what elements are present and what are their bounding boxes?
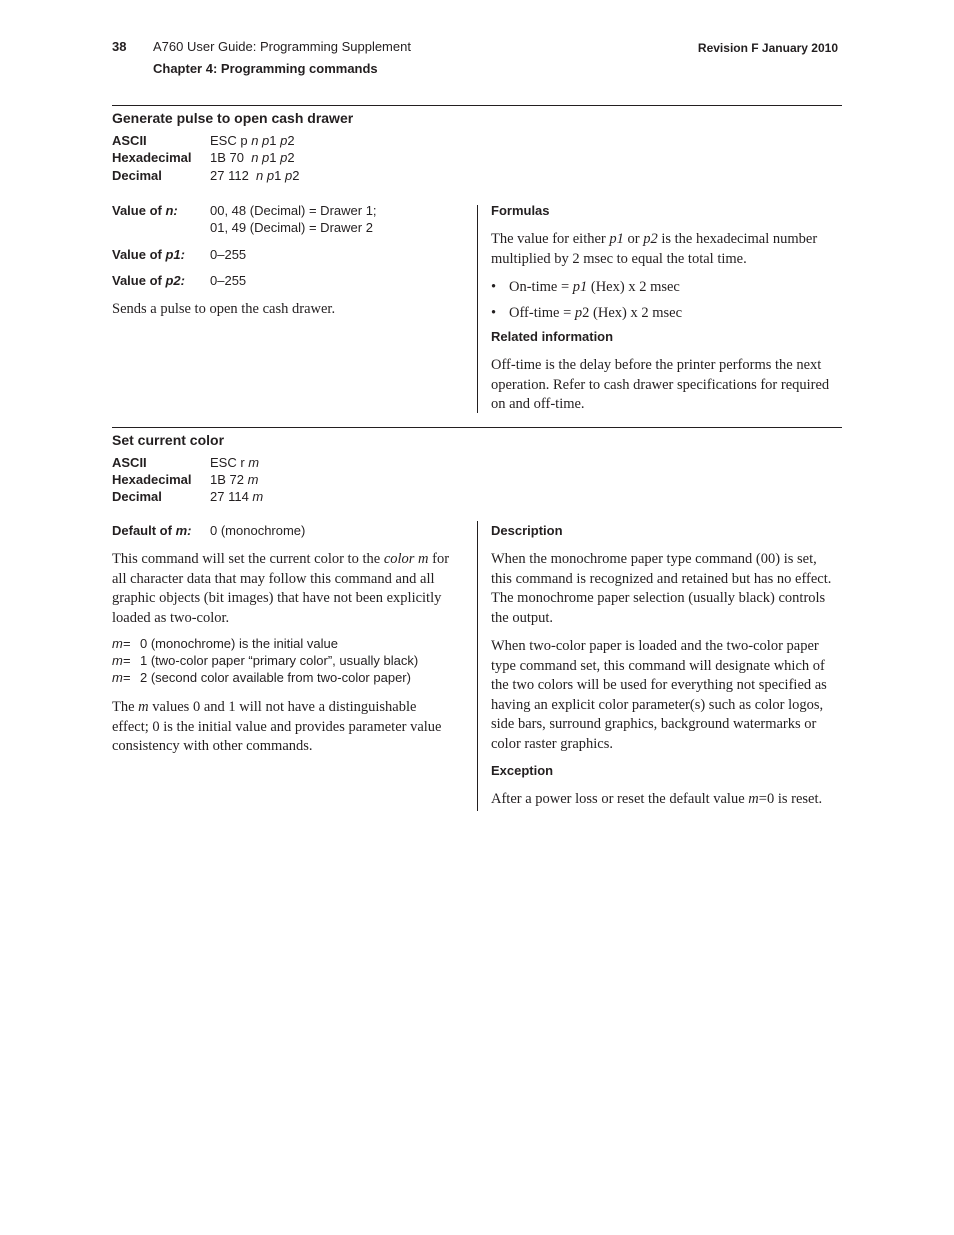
section-title-cash-drawer: Generate pulse to open cash drawer	[112, 110, 354, 126]
code-label: Decimal	[112, 489, 162, 504]
code-label: Hexadecimal	[112, 472, 192, 487]
description-heading: Description	[491, 523, 563, 538]
bullet-off-time: • Off-time = p2 (Hex) x 2 msec	[491, 305, 683, 321]
default-label: Default of m:	[112, 523, 192, 538]
code-value: 1B 70 n p1 p2	[210, 150, 295, 165]
column-divider	[477, 521, 478, 811]
command-summary: Sends a pulse to open the cash drawer.	[112, 301, 336, 317]
code-value: ESC r m	[210, 455, 260, 470]
param-value: 0–255	[210, 247, 247, 262]
code-value: 27 112 n p1 p2	[210, 168, 300, 183]
page-number: 38	[112, 39, 127, 54]
code-label: ASCII	[112, 455, 147, 470]
code-value: 27 114 m	[210, 489, 264, 504]
section-divider	[112, 427, 842, 428]
param-value: 0–255	[210, 273, 247, 288]
section-divider	[112, 105, 842, 106]
code-value: ESC p n p1 p2	[210, 133, 295, 148]
description-paragraph-2: When two-color paper is loaded and the two-color paper type command set, this command will designate which of the two colors will be used for everything not specified as having an explicit color parameter(s) such as color logos, side bars, surround graphics, background watermarks or color raster graphics.	[491, 638, 827, 752]
code-value: 1B 72 m	[210, 472, 259, 487]
code-label: ASCII	[112, 133, 147, 148]
set-color-intro: This command will set the current color to the color m for all character data that may follow this command and all graphic objects (bit images) that have not been explicitly loaded as two-color.	[112, 551, 450, 626]
param-value: 00, 48 (Decimal) = Drawer 1;	[210, 203, 377, 218]
related-info-heading: Related information	[491, 329, 614, 344]
column-divider	[477, 205, 478, 413]
exception-text: After a power loss or reset the default value m=0 is reset.	[491, 791, 823, 807]
formulas-text: The value for either p1 or p2 is the hexadecimal number multiplied by 2 msec to equal the total time.	[491, 231, 818, 267]
chapter-title: Chapter 4: Programming commands	[153, 61, 378, 76]
bullet-on-time: • On-time = p1 (Hex) x 2 msec	[491, 279, 680, 295]
param-value: 01, 49 (Decimal) = Drawer 2	[210, 220, 373, 235]
m-values-note: The m values 0 and 1 will not have a distinguishable effect; 0 is the initial value and provides parameter value consistency with other commands.	[112, 699, 442, 755]
exception-heading: Exception	[491, 763, 554, 778]
code-label: Decimal	[112, 168, 162, 183]
param-label: Value of p1:	[112, 247, 185, 262]
revision-label: Revision F January 2010	[697, 41, 838, 55]
param-label: Value of p2:	[112, 273, 185, 288]
default-value: 0 (monochrome)	[210, 523, 306, 538]
related-info-text: Off-time is the delay before the printer performs the next operation. Refer to cash drawer specifications for required on and off-time.	[491, 357, 830, 413]
formulas-heading: Formulas	[491, 203, 550, 218]
description-paragraph-1: When the monochrome paper type command (00) is set, this command is recognized and retained but has no effect. The monochrome paper selection (usually black) controls the output.	[491, 551, 832, 626]
code-label: Hexadecimal	[112, 150, 192, 165]
guide-title: A760 User Guide: Programming Supplement	[153, 39, 411, 54]
section-title-set-color: Set current color	[112, 432, 225, 448]
param-label: Value of n:	[112, 203, 178, 218]
